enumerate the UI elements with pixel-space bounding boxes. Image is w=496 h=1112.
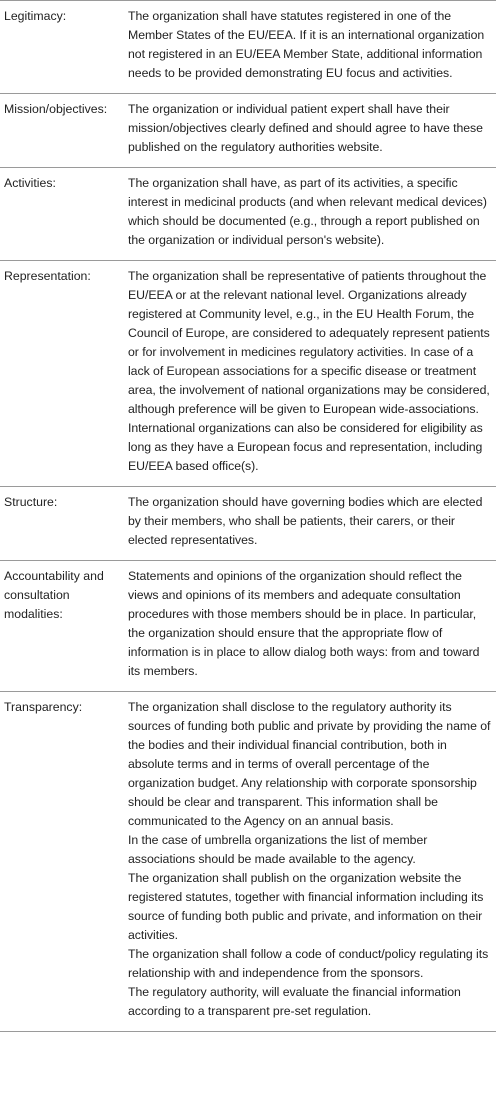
criterion-description: The organization shall have, as part of its activities, a specific interest in medicinal products (and when relevant medical devices) which should be documented (e.g., through a report published on the organization or individual person's website).	[128, 176, 487, 247]
criterion-description	[128, 692, 496, 1032]
transparency-paragraph: The organization shall disclose to the regulatory authority its sources of funding both public and private by providing the name of the bodies and their individual financial contribution, both in absolute terms and in terms of overall percentage of the organization budget. Any relationship with corporate sponsorship should be clear and transparent. This information shall be communicated to the Agency on an annual basis.	[128, 700, 491, 828]
criterion-description: The organization shall have statutes registered in one of the Member States of the EU/EEA. If it is an international organization not registered in an EU/EEA Member State, additional information needs to be provided demonstrating EU focus and activities.	[128, 9, 485, 80]
criterion-label: Accountability and consultation modalities:	[4, 569, 104, 621]
criterion-label: Legitimacy:	[4, 9, 67, 23]
table-row-accountability	[0, 561, 496, 692]
table-row-transparency	[0, 692, 496, 1032]
table-row-mission-objectives	[0, 94, 496, 168]
criterion-label: Mission/objectives:	[4, 102, 108, 116]
transparency-paragraph: The organization shall publish on the organization website the registered statutes, together with financial information including its source of funding both public and private, and information on their activities.	[128, 871, 484, 942]
transparency-paragraph: The regulatory authority, will evaluate the financial information according to a transparent pre-set regulation.	[128, 985, 461, 1018]
criterion-label: Transparency:	[4, 700, 83, 714]
criterion-label: Activities:	[4, 176, 56, 190]
criterion-description: Statements and opinions of the organization should reflect the views and opinions of its members and adequate consultation procedures with those members should be in place. In particular, the organization should ensure that the appropriate flow of information is in place to allow dialog both ways: from and toward its members.	[128, 569, 480, 678]
transparency-paragraph: The organization shall follow a code of conduct/policy regulating its relationship with and independence from the sponsors.	[128, 947, 489, 980]
table-row-legitimacy	[0, 1, 496, 94]
table-row-representation	[0, 261, 496, 487]
table-row-structure	[0, 487, 496, 561]
transparency-paragraph: In the case of umbrella organizations the list of member associations should be made available to the agency.	[128, 833, 428, 866]
criterion-label: Representation:	[4, 269, 91, 283]
criterion-label: Structure:	[4, 495, 58, 509]
table-row-activities	[0, 168, 496, 261]
criterion-description: The organization shall be representative of patients throughout the EU/EEA or at the relevant national level. Organizations already registered at Community level, e.g., in the EU Health Forum, the Council of Europe, are considered to adequately represent patients or for involvement in medicines regulatory activities. In case of a lack of European associations for a specific disease or treatment area, the involvement of national organizations may be considered, although preference will be given to European wide-associations. International organizations can also be considered for eligibility as long as they have a European focus and representation, including EU/EEA based office(s).	[128, 269, 490, 473]
criterion-description: The organization or individual patient expert shall have their mission/objectives clearly defined and should agree to have these published on the regulatory authorities website.	[128, 102, 483, 154]
criterion-description: The organization should have governing bodies which are elected by their members, who shall be patients, their carers, or their elected representatives.	[128, 495, 483, 547]
